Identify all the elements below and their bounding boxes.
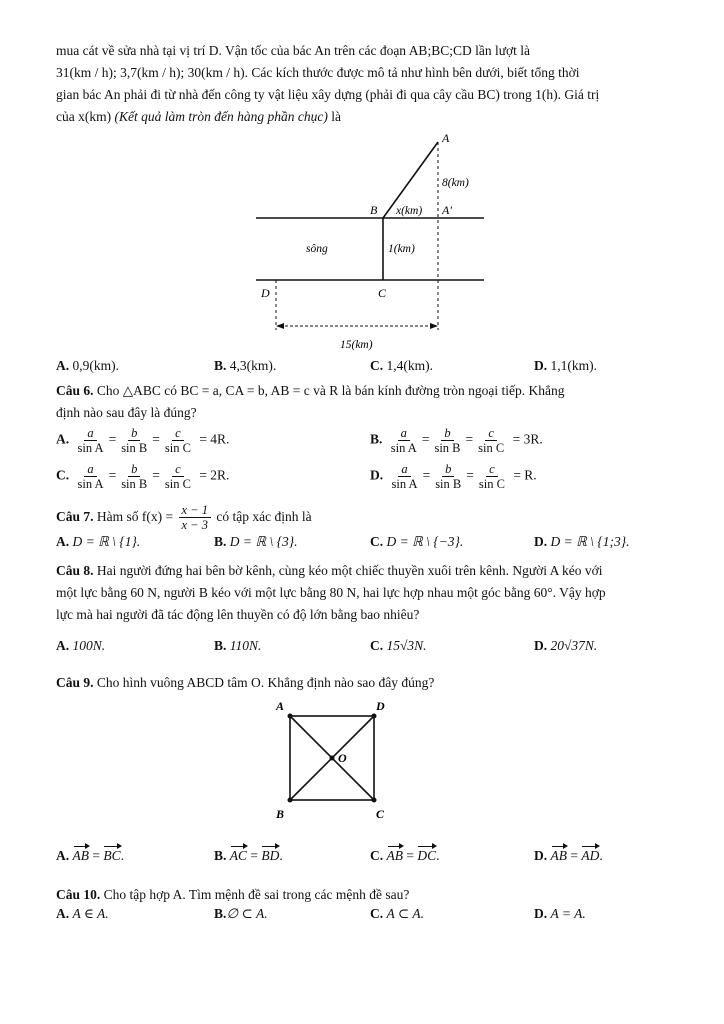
q5-options (56, 358, 674, 380)
q5-intro-line4a: của x(km) (56, 109, 115, 124)
q5-option-d[interactable]: D. 1,1(km). (534, 358, 597, 373)
q9-stem: Câu 9. Cho hình vuông ABCD tâm O. Khẳng định nào sao đây đúng? (56, 675, 435, 690)
q5-option-b[interactable]: B. 4,3(km). (214, 358, 277, 373)
point-O (330, 756, 335, 761)
q6-option-b[interactable]: B. $\frac{a}{\text{sin A}}$ = $\frac{b}{\text{sin B}}$ = $\frac{c}{\text{sin C}}$ = 3R. (370, 426, 543, 455)
label-A-prime: A' (442, 203, 452, 217)
point-B (288, 798, 293, 803)
q8-option-d[interactable]: D. 20√37N. (534, 638, 598, 653)
q8-option-c[interactable]: C. 15√3N. (370, 638, 427, 653)
q9-option-b[interactable]: B. AC = BD. (214, 844, 283, 864)
q8-stem-1: Câu 8. Hai người đứng hai bên bờ kênh, cùng kéo một chiếc thuyền xuôi trên kênh. Người A kéo với (56, 563, 603, 578)
q5-intro-line3: gian bác An phải đi từ nhà đến công ty vật liệu xây dựng (phải đi qua cây cầu BC) trong 1(h). Giá trị (56, 87, 600, 102)
q9-option-a[interactable]: A. AB = BC. (56, 844, 124, 864)
dimension-arrow-right (430, 323, 438, 329)
square-label-D: D (376, 699, 385, 713)
q6-options-cd (56, 460, 674, 498)
label-B: B (370, 203, 378, 217)
q5-option-a[interactable]: A. 0,9(km). (56, 358, 119, 373)
q6-stem-2: định nào sau đây là đúng? (56, 405, 197, 420)
q7-option-a[interactable]: A. D = ℝ \ {1}. (56, 534, 141, 549)
label-D: D (261, 286, 270, 300)
q10-option-d[interactable]: D. A = A. (534, 906, 586, 921)
q5-intro-line4 (56, 106, 674, 128)
q5-intro-line4c: là (327, 109, 341, 124)
point-D (372, 714, 377, 719)
q9-options (56, 844, 674, 874)
label-8km: 8(km) (442, 177, 469, 189)
q9-option-d[interactable]: D. AB = AD. (534, 844, 603, 864)
q7-option-c[interactable]: C. D = ℝ \ {−3}. (370, 534, 464, 549)
point-C (372, 798, 377, 803)
document-page (56, 40, 674, 928)
q10-option-c[interactable]: C. A ⊂ A. (370, 906, 424, 921)
label-xkm: x(km) (396, 205, 423, 217)
square-label-A: A (276, 699, 285, 713)
q6-option-a[interactable]: A. $\frac{a}{\text{sin A}}$ = $\frac{b}{\text{sin B}}$ = $\frac{c}{\text{sin C}}$ = 4R. (56, 426, 230, 455)
q8-option-b[interactable]: B. 110N. (214, 638, 262, 653)
label-A: A (442, 131, 450, 145)
square-diagram (56, 698, 674, 830)
q5-rounding-note: (Kết quả làm tròn đến hàng phần chục) (114, 109, 328, 124)
q8-option-a[interactable]: A. 100N. (56, 638, 106, 653)
label-C: C (378, 286, 387, 300)
label-song: sông (306, 243, 328, 255)
q10-option-b[interactable]: B.∅ ⊂ A. (214, 906, 268, 921)
q5-intro-line2: 31(km / h); 3,7(km / h); 30(km / h). Các kích thước được mô tả như hình bên dưới, biết tổng thời (56, 65, 580, 80)
q10-options (56, 906, 674, 928)
q9-option-c[interactable]: C. AB = DC. (370, 844, 440, 864)
point-A (288, 714, 293, 719)
q10-option-a[interactable]: A. A ∈ A. (56, 906, 109, 921)
q7-fraction: $\frac{x - 1}{x - 3}$ (179, 503, 211, 532)
label-15km: 15(km) (340, 339, 373, 351)
q7-option-b[interactable]: B. D = ℝ \ {3}. (214, 534, 298, 549)
q7-stem: Câu 7. Hàm số f(x) = $\frac{x - 1}{x - 3}$ có tập xác định là (56, 503, 312, 533)
q7-options (56, 534, 674, 560)
q7-option-d[interactable]: D. D = ℝ \ {1;3}. (534, 534, 630, 549)
square-label-O: O (338, 751, 347, 765)
q5-intro-line1: mua cát về sửa nhà tại vị trí D. Vận tốc của bác An trên các đoạn AB;BC;CD lần lượt là (56, 43, 531, 58)
square-label-B: B (276, 807, 285, 821)
q6-options-ab (56, 424, 674, 460)
q6-stem: Câu 6. Cho △ABC có BC = a, CA = b, AB = c và R là bán kính đường tròn ngoại tiếp. Khẳng (56, 383, 565, 398)
label-1km: 1(km) (388, 243, 415, 255)
q6-option-d[interactable]: D. $\frac{a}{\text{sin A}}$ = $\frac{b}{\text{sin B}}$ = $\frac{c}{\text{sin C}}$ = R. (370, 462, 537, 491)
q6-option-c[interactable]: C. $\frac{a}{\text{sin A}}$ = $\frac{b}{\text{sin B}}$ = $\frac{c}{\text{sin C}}$ = 2R. (56, 462, 230, 491)
q8-stem-3: lực mà hai người đã tác động lên thuyền có độ lớn bằng bao nhiêu? (56, 607, 420, 622)
river-diagram (56, 130, 674, 358)
q8-options (56, 632, 674, 668)
square-label-C: C (376, 807, 385, 821)
dimension-arrow-left (276, 323, 284, 329)
q10-stem: Câu 10. Cho tập hợp A. Tìm mệnh đề sai trong các mệnh đề sau? (56, 887, 410, 902)
q8-stem-2: một lực bằng 60 N, người B kéo với một lực bằng 80 N, hai lực hợp nhau một góc bằng 60°. Vậy hợp (56, 585, 606, 600)
q5-option-c[interactable]: C. 1,4(km). (370, 358, 433, 373)
